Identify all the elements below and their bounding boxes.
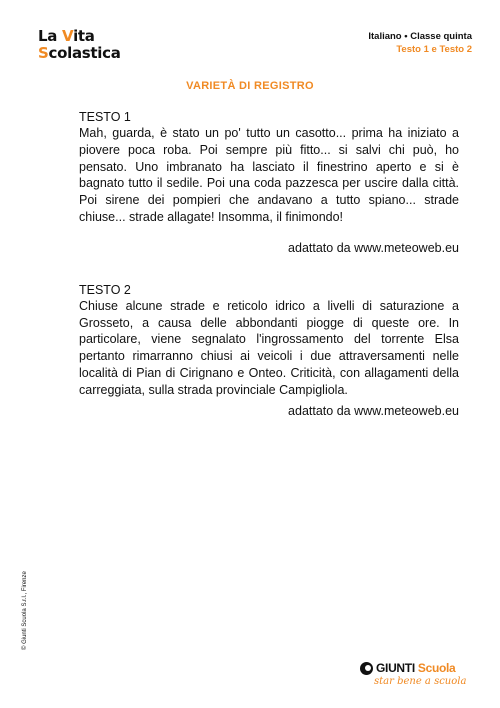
text-heading: TESTO 1 — [79, 110, 131, 124]
logo-mark: V — [62, 27, 74, 45]
brand-name-suffix: Scuola — [417, 661, 456, 675]
logo-mark: S — [38, 44, 49, 62]
text-block-2 — [79, 282, 459, 419]
source-credit: adattato da www.meteoweb.eu — [288, 240, 459, 255]
giunti-logo-icon — [360, 662, 373, 675]
logo-text: colastica — [48, 44, 121, 62]
main-content — [79, 109, 459, 445]
logo-line-1 — [38, 28, 121, 45]
text-heading: TESTO 2 — [79, 282, 131, 297]
page-title: VARIETÀ DI REGISTRO — [186, 80, 314, 92]
copyright-notice: © Giunti Scuola S.r.l., Firenze — [22, 571, 28, 650]
text-block-1 — [79, 109, 459, 256]
header-info — [368, 30, 472, 56]
source-credit: adattato da www.meteoweb.eu — [288, 403, 459, 418]
brand-row — [360, 661, 470, 675]
logo-text: ita — [73, 27, 95, 45]
tests-label: Testo 1 e Testo 2 — [396, 44, 472, 55]
brand-name: GIUNTI — [376, 661, 415, 675]
brand-logo — [360, 661, 470, 687]
brand-tagline: star bene a scuola — [374, 676, 467, 687]
text-body: Chiuse alcune strade e reticolo idrico a livelli di saturazione a Grosseto, a causa delle abbondanti piogge di queste ore. In particolare, viene segnalato l'ingrossamento del torrente Elsa pertanto rimarranno chiusi ai veicoli i due attraversamenti nelle località di Pian di Cirignano e Onteo. Criticità, con allagamenti della carreggiata, sulla strada provinciale Campigliola. — [79, 298, 459, 397]
text-body: Mah, guarda, è stato un po' tutto un casotto... prima ha iniziato a piovere poca roba. Poi sempre più fitto... si salvi chi può, ho pensato. Uno imbranato ha lasciato il finestrino aperto e si è bagnato tutto il sedile. Poi una coda pazzesca per uscire dalla città. Poi sirene dei pompieri che andavano a tutto spiano... strade chiuse... strade allagate! Insomma, il finimondo! — [79, 126, 459, 224]
logo-line-2 — [38, 45, 121, 62]
subject-label: Italiano • Classe quinta — [368, 31, 472, 42]
logo-text: La — [38, 27, 63, 45]
logo — [38, 28, 121, 62]
